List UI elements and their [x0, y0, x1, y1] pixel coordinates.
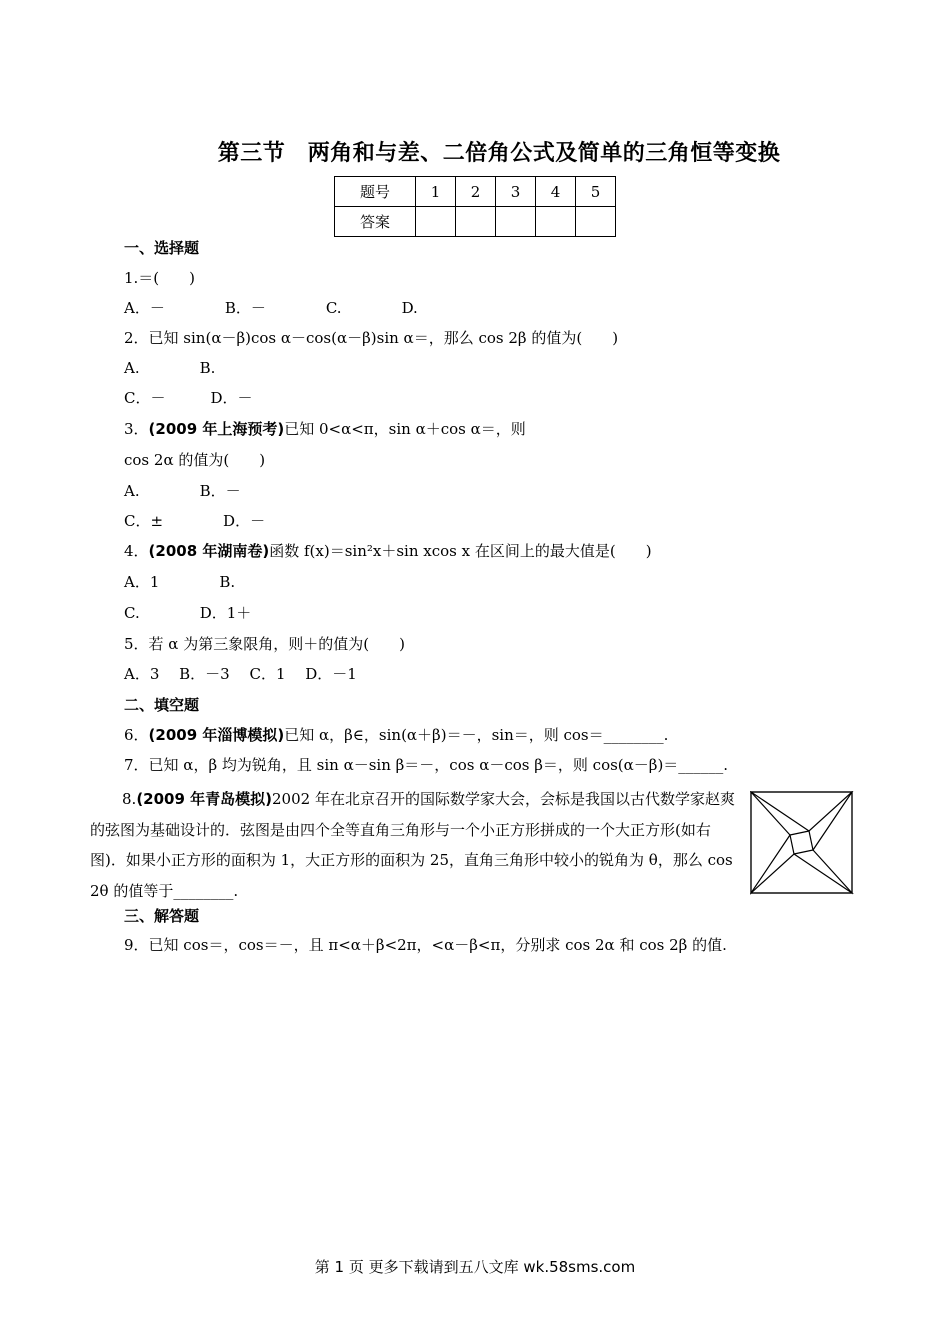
question-6-number: 6． — [124, 726, 149, 744]
section-heading-solve: 三、解答题 — [124, 907, 200, 925]
question-6-stem — [124, 725, 668, 745]
question-8-source: (2009 年青岛模拟) — [136, 790, 272, 808]
answer-cell — [496, 207, 536, 237]
answer-cell — [536, 207, 576, 237]
right-triangle-right — [813, 792, 852, 893]
question-4-options-ab: A．1 B. — [124, 573, 236, 591]
outer-square — [751, 792, 852, 893]
question-2-stem: 2．已知 sin(α－β)cos α－cos(α－β)sin α＝，那么 cos 2β 的值为( ) — [124, 329, 619, 347]
question-number-cell: 2 — [456, 177, 496, 207]
right-triangle-bottom — [751, 854, 852, 893]
question-1-stem: 1.＝( ) — [124, 269, 196, 287]
section-heading-fill: 二、填空题 — [124, 696, 200, 714]
question-number-cell: 5 — [576, 177, 616, 207]
question-1-options: A．－ B．－ C. D. — [124, 299, 418, 317]
table-row — [335, 207, 616, 237]
question-8-paragraph — [90, 784, 738, 906]
question-8-text: 2002 年在北京召开的国际数学家大会，会标是我国以古代数学家赵爽的弦图为基础设计的．弦图是由四个全等直角三角形与一个小正方形拼成的一个大正方形(如右图)．如果小正方形的面积为 1，大正方形的面积为 25，直角三角形中较小的锐角为 θ，那么 cos 2θ 的值等于________. — [90, 790, 735, 900]
answer-header: 答案 — [335, 207, 416, 237]
answer-cell — [456, 207, 496, 237]
page-title: 第三节 两角和与差、二倍角公式及简单的三角恒等变换 — [217, 141, 781, 166]
question-4-options-cd: C. D．1＋ — [124, 604, 252, 622]
inner-small-square — [790, 831, 813, 854]
question-8-number: 8. — [122, 790, 137, 808]
zhao-shuang-hypotenuse-diagram — [750, 791, 854, 895]
question-6-text: 已知 α，β∈，sin(α＋β)＝－，sin＝，则 cos＝________. — [284, 726, 669, 744]
right-triangle-top — [751, 792, 852, 831]
question-number-cell: 4 — [536, 177, 576, 207]
question-number-cell: 3 — [496, 177, 536, 207]
question-3-number: 3． — [124, 420, 149, 438]
question-4-number: 4． — [124, 542, 149, 560]
right-triangle-left — [751, 792, 790, 893]
question-4-stem — [124, 541, 652, 561]
question-4-text: 函数 f(x)＝sin²x＋sin xcos x 在区间上的最大值是( ) — [269, 542, 652, 560]
question-7-stem: 7．已知 α，β 均为锐角，且 sin α－sin β＝－，cos α－cos β＝，则 cos(α－β)＝______. — [124, 756, 729, 774]
question-3-text: 已知 0<α<π，sin α＋cos α＝，则 — [284, 420, 526, 438]
answer-table — [334, 176, 616, 237]
question-3-stem-line2: cos 2α 的值为( ) — [124, 451, 266, 469]
question-3-options-ab: A. B．－ — [124, 482, 241, 500]
section-heading-choice: 一、选择题 — [124, 239, 200, 257]
question-number-cell: 1 — [416, 177, 456, 207]
page-footer: 第 1 页 更多下载请到五八文库 wk.58sms.com — [314, 1258, 636, 1276]
question-number-header: 题号 — [335, 177, 416, 207]
question-4-source: (2008 年湖南卷) — [148, 542, 270, 560]
question-5-options: A．3 B．－3 C．1 D．－1 — [124, 665, 357, 683]
question-2-options-cd: C．－ D．－ — [124, 389, 253, 407]
question-9-stem: 9．已知 cos＝，cos＝－，且 π<α＋β<2π，<α－β<π，分别求 cos 2α 和 cos 2β 的值. — [124, 936, 727, 954]
question-5-stem: 5．若 α 为第三象限角，则＋的值为( ) — [124, 635, 405, 653]
question-2-options-ab: A. B. — [124, 359, 216, 377]
answer-cell — [416, 207, 456, 237]
question-3-stem — [124, 419, 526, 439]
answer-cell — [576, 207, 616, 237]
table-row — [335, 177, 616, 207]
question-3-options-cd: C．± D．－ — [124, 512, 266, 530]
question-6-source: (2009 年淄博模拟) — [148, 726, 285, 744]
question-3-source: (2009 年上海预考) — [148, 420, 285, 438]
